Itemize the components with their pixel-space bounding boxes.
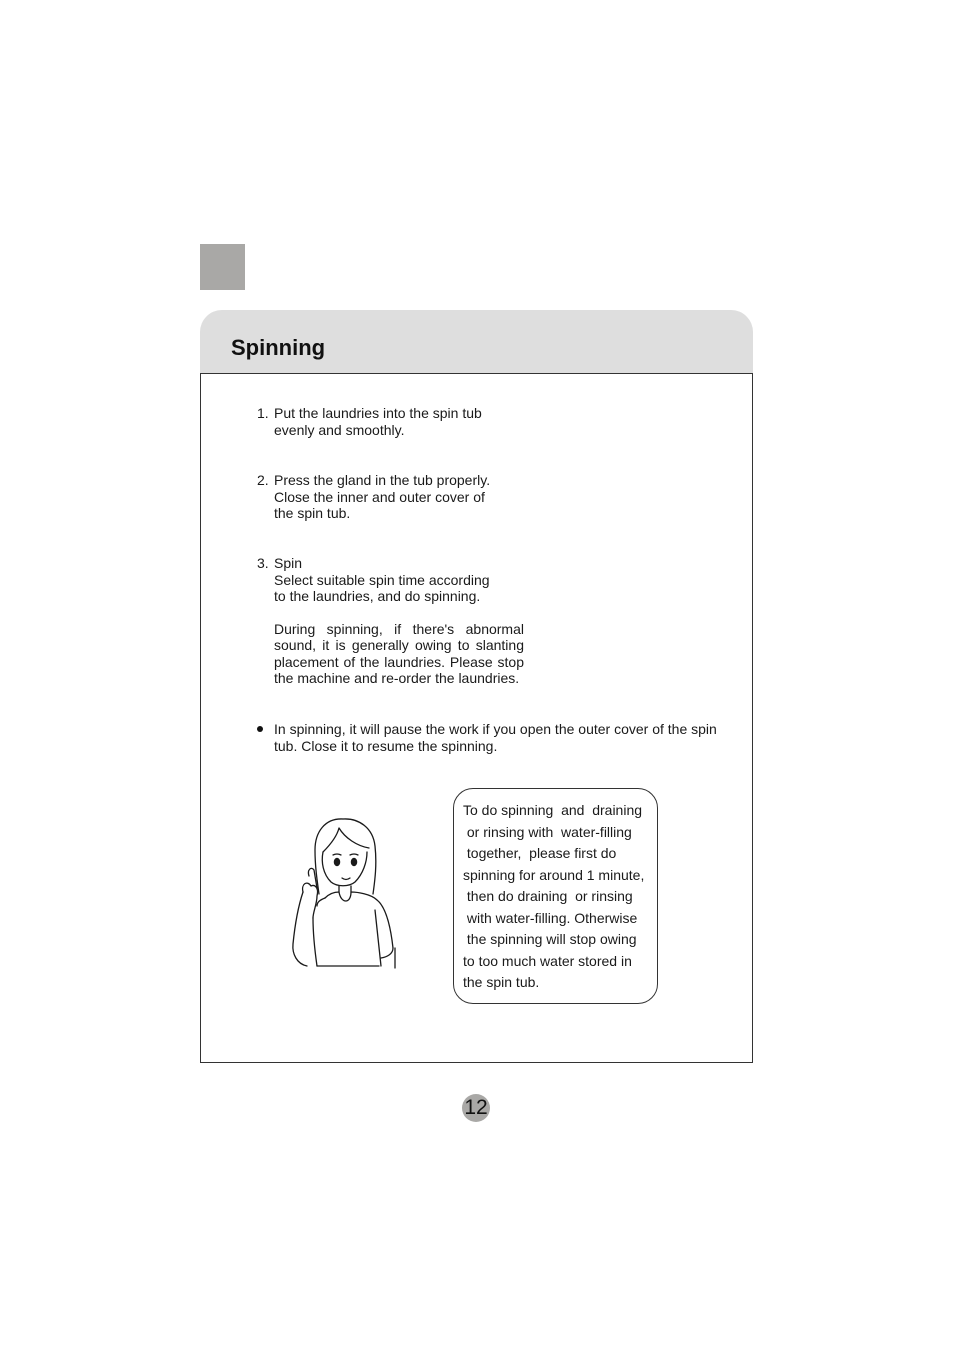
content-box <box>200 373 753 1063</box>
step-number: 3. <box>257 555 269 571</box>
step-2 <box>257 472 490 522</box>
step-text: Put the laundries into the spin tub evenly and smoothly. <box>274 405 482 438</box>
woman-pointing-up-illustration <box>287 814 405 974</box>
step-warning-text: During spinning, if there's abnormal sound, it is generally owing to slanting placement of the laundries. Please stop the machine and re-order the laundries. <box>274 620 524 686</box>
callout-line: together, please first do <box>463 845 617 861</box>
section-tab-marker <box>200 244 245 290</box>
callout-line: the spin tub. <box>463 974 540 990</box>
spin-tip-callout <box>453 788 658 1004</box>
callout-line: to too much water stored in <box>463 952 632 969</box>
step-1 <box>257 405 482 438</box>
bullet-note <box>257 721 727 754</box>
step-text: Press the gland in the tub properly. Close the inner and outer cover of the spin tub. <box>274 472 491 521</box>
step-number: 2. <box>257 472 269 488</box>
callout-line: the spinning will stop owing <box>463 931 637 947</box>
page-title: Spinning <box>231 335 326 360</box>
step-text: Spin Select suitable spin time according to the laundries, and do spinning. <box>274 555 490 604</box>
section-header <box>200 310 753 374</box>
callout-line: then do draining or rinsing <box>463 888 633 904</box>
callout-line: or rinsing with water-filling <box>463 823 632 840</box>
callout-line: To do spinning and draining <box>463 802 643 818</box>
step-3 <box>257 555 524 687</box>
callout-line: with water-filling. Otherwise <box>463 909 638 926</box>
step-number: 1. <box>257 405 269 421</box>
note-text: In spinning, it will pause the work if you open the outer cover of the spin tub. Close it to resume the spinning. <box>274 721 717 754</box>
page-number-badge: 12 <box>462 1094 490 1122</box>
bullet-icon <box>257 726 263 732</box>
callout-line: spinning for around 1 minute, <box>463 866 645 883</box>
